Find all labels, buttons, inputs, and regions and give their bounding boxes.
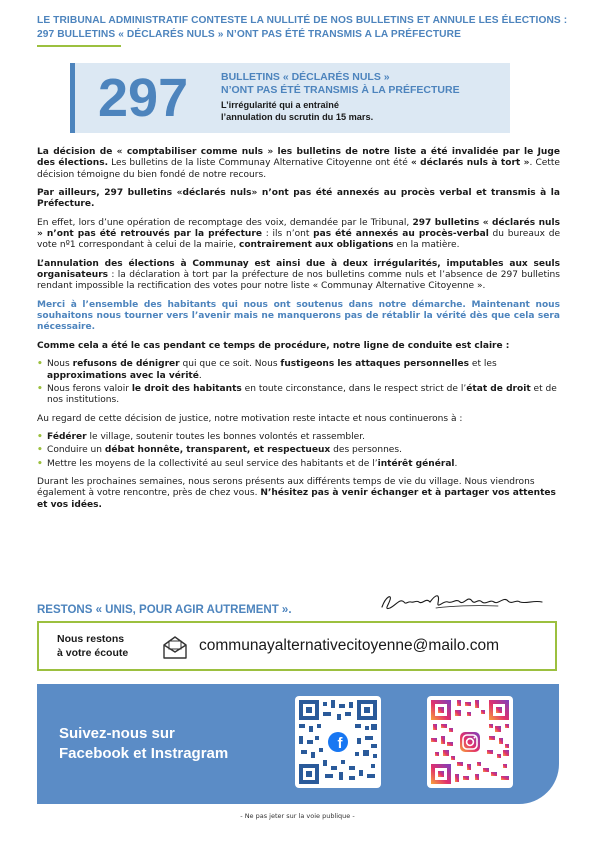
social-panel [37,684,559,804]
list-item-bold: approximations avec la vérité [47,370,199,381]
instagram-qr-code[interactable] [427,696,513,788]
paragraph-decision-quote: « déclarés nuls à tort » [410,158,530,169]
list-item-text: en toute circonstance, dans le respect strict de l’ [241,383,467,394]
list-item-bold: état de droit [466,383,531,394]
slogan: RESTONS « UNIS, POUR AGIR AUTREMENT ». [37,604,292,616]
contact-label [57,632,128,660]
contact-email-link[interactable]: communayalternativecitoyenne@mailo.com [199,637,500,654]
social-follow-line-2: Facebook et Instragram [59,745,229,762]
closing-bold: N’hésitez pas à venir échanger et à partager vos attentes et vos idées. [37,488,556,510]
list-item-text: qui que ce soit. Nous [179,359,281,370]
highlight-number: 297 [98,68,189,128]
header-divider [37,45,121,47]
recount-text-4: en la matière. [393,240,460,251]
list-item-text: Conduire un [47,445,105,456]
bullet-icon: • [37,458,43,469]
highlight-title-line-1: BULLETINS « DÉCLARÉS NULS » [221,71,390,83]
paragraph-annexes-bold: Par ailleurs, 297 bulletins «déclarés nuls» n’ont pas été annexés au procès verbal et transmis à la Préfecture. [37,188,560,210]
contact-box [37,621,557,671]
facebook-qr-code[interactable] [295,696,381,788]
conduct-list [37,359,560,406]
thanks-paragraph: Merci à l’ensemble des habitants qui nous ont soutenus dans notre démarche. Maintenant nous souhaitons nous tourner vers l’avenir mais ne manquerons pas de rétablir la vérité dès que cela sera nécessaire. [37,299,560,333]
highlight-title [221,71,460,97]
motivation-paragraph: Au regard de cette décision de justice, notre motivation reste intacte et nous continuerons à : [37,413,463,424]
bullet-icon: • [37,431,43,442]
highlight-subtitle-line-2: l’annulation du scrutin du 15 mars. [221,111,374,122]
paragraph-recount [37,218,560,252]
list-item-text: le village, soutenir toutes les bonnes volontés et rassembler. [86,431,365,442]
list-item-text: des personnes. [330,445,402,456]
instagram-qr-graphic [431,700,509,784]
recount-bold-1: 297 bulletins « déclarés nuls » n’ont pas été retrouvés par la préfecture [37,217,560,240]
paragraph-decision-end: . Cette décision témoigne du bien fondé de notre recours. [37,158,560,180]
bullet-icon: • [37,359,43,370]
list-item-bold: refusons de dénigrer [72,359,180,370]
recount-bold-3: contrairement aux obligations [238,240,394,251]
list-item [37,445,560,456]
recount-bold-2: pas été annexés au procès-verbal [313,229,489,240]
list-item-text: . [454,458,458,469]
paragraph-annulment [37,259,560,293]
paragraph-decision [37,147,560,181]
highlight-title-line-2: N’ONT PAS ÉTÉ TRANSMIS À LA PRÉFECTURE [221,84,460,96]
contact-label-line-1: Nous restons [57,633,125,645]
list-item-bold: débat honnête, transparent, et respectueux [104,445,331,456]
social-follow-text [59,724,228,764]
paragraph-decision-bold: La décision de « comptabiliser comme nuls » les bulletins de notre liste a été invalidée par le Juge des élections. [37,147,560,169]
paragraph-decision-text: Les bulletins de la liste Communay Alternative Citoyenne ont été [108,158,411,169]
motivation-list [37,432,560,470]
recount-text-2: : ils n’ont [261,229,314,240]
list-item [37,459,560,470]
list-item-text: . [198,370,202,381]
highlight-accent-bar [70,63,75,133]
list-item-bold: Fédérer [47,431,87,442]
svg-text:f: f [337,735,343,752]
social-follow-line-1: Suivez-nous sur [59,725,175,742]
annulment-text: : la déclaration à tort par la préfecture de nos bulletins comme nuls et l’absence de 297 bulletins rendant impossible la rectification des votes pour notre liste « Communay Alternative Citoyenne ». [37,270,560,292]
bullet-icon: • [37,383,43,394]
list-item-text: Nous ferons valoir [47,383,132,394]
highlight-subtitle [221,100,373,123]
header-line-2: 297 BULLETINS « DÉCLARÉS NULS » N’ONT PAS ÉTÉ TRANSMIS A LA PRÉFECTURE [37,29,461,40]
list-item-text: Nous [47,359,73,370]
list-item-text: et les [469,359,497,370]
header-line-1: LE TRIBUNAL ADMINISTRATIF CONTESTE LA NULLITÉ DE NOS BULLETINS ET ANNULE LES ÉLECTIONS : [37,15,568,26]
bullet-icon: • [37,445,43,456]
closing-paragraph [37,477,560,511]
conduct-heading-text: Comme cela a été le cas pendant ce temps de procédure, notre ligne de conduite est claire : [37,340,510,351]
list-item-bold: le droit des habitants [131,383,242,394]
page-header [37,14,567,47]
list-item-text: Mettre les moyens de la collectivité au seul service des habitants et de l’ [47,458,378,469]
conduct-heading [37,341,560,352]
list-item-bold: intérêt général [377,458,455,469]
footer-note: - Ne pas jeter sur la voie publique - [240,812,355,820]
list-item [37,432,560,443]
signature [378,590,558,612]
recount-text-1: En effet, lors d’une opération de recomptage des voix, demandée par le Tribunal, [37,217,413,228]
list-item [37,359,560,382]
closing-text: Durant les prochaines semaines, nous serons présents aux différents temps de vie du village. Nous viendrons également à votre rencontre, près de chez vous. [37,476,535,499]
list-item-bold: fustigeons les attaques personnelles [280,359,470,370]
annulment-bold: L’annulation des élections à Communay est ainsi due à deux irrégularités, imputables aux seuls organisateurs [37,258,560,281]
article-body [37,147,560,518]
list-item [37,384,560,407]
paragraph-annexes [37,188,560,211]
list-item-text: et de nos institutions. [47,383,557,406]
contact-label-line-2: à votre écoute [57,647,129,659]
highlight-box [70,63,510,133]
mail-icon [161,634,189,660]
highlight-subtitle-line-1: L’irrégularité qui a entraîné [221,100,339,110]
recount-text-3: du bureaux de vote nº1 correspondant à celui de la mairie, [37,229,561,251]
facebook-qr-graphic [299,700,377,784]
